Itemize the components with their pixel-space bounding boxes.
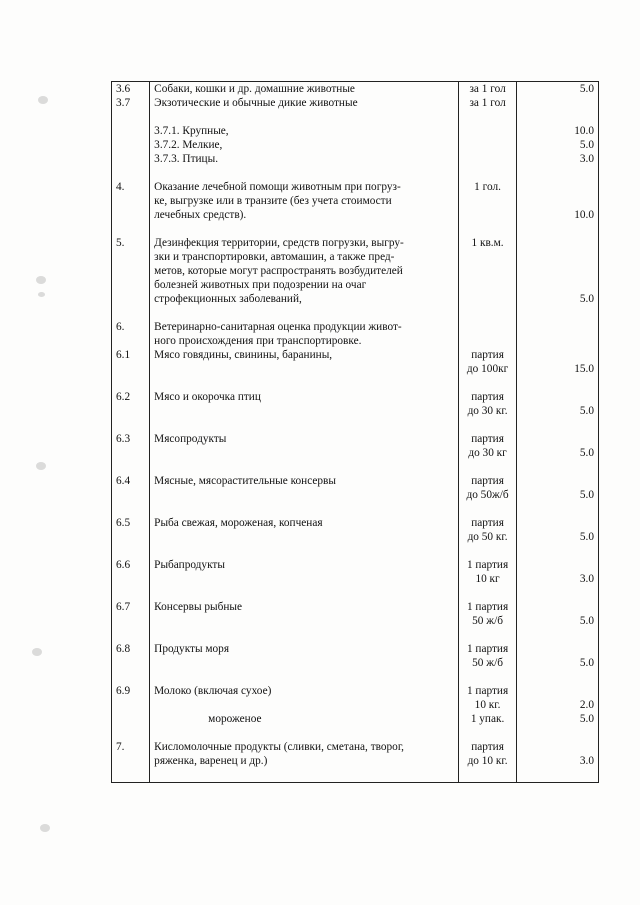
row-price: 5.0	[579, 615, 594, 627]
row-number: 6.1	[112, 348, 150, 376]
unit-line: 50 ж/б	[472, 615, 503, 627]
table-row	[112, 516, 599, 544]
row-unit: за 1 гол	[458, 96, 517, 110]
description-line: Кисломолочные продукты (сливки, сметана, творог,	[154, 741, 405, 753]
description-line: ного происхождения при транспортировке.	[154, 335, 362, 347]
description-line: зки и транспортировки, автомашин, а также пред-	[154, 251, 395, 263]
spacer-row	[112, 544, 599, 558]
unit-line: 10 кг.	[474, 699, 501, 711]
row-price: 3.0	[579, 755, 594, 767]
row-description	[150, 236, 459, 306]
unit-line: 1 партия	[466, 643, 509, 655]
spacer-row	[112, 460, 599, 474]
row-price: 5.0	[579, 447, 594, 459]
table-row	[112, 712, 599, 726]
unit-line: 1 партия	[466, 601, 509, 613]
table-row	[112, 348, 599, 376]
row-description	[150, 180, 459, 222]
row-description: Молоко (включая сухое)	[150, 684, 459, 712]
row-description: Продукты моря	[150, 642, 459, 670]
row-description: Рыба свежая, мороженая, копченая	[150, 516, 459, 544]
table-row	[112, 432, 599, 460]
row-number: 6.2	[112, 390, 150, 418]
row-price: 10.0	[574, 209, 594, 221]
row-description	[150, 320, 459, 348]
table-row	[112, 96, 599, 110]
table-row	[112, 600, 599, 628]
spacer-row	[112, 222, 599, 236]
description-line: лечебных средств).	[154, 209, 247, 221]
table-row	[112, 390, 599, 418]
row-unit	[458, 740, 517, 768]
description-line: Ветеринарно-санитарная оценка продукции живот-	[154, 321, 402, 333]
table-row	[112, 180, 599, 222]
row-number: 5.	[112, 236, 150, 306]
row-number: 4.	[112, 180, 150, 222]
table-row	[112, 558, 599, 586]
row-price: 15.0	[574, 363, 594, 375]
spacer-row	[112, 670, 599, 684]
scan-speck	[32, 648, 42, 656]
unit-line: 50 ж/б	[472, 657, 503, 669]
row-unit	[458, 558, 517, 586]
row-description: Мясные, мясорастительные консервы	[150, 474, 459, 502]
row-unit	[458, 642, 517, 670]
unit-line: партия	[471, 475, 504, 487]
unit-line: партия	[471, 433, 504, 445]
table-row	[112, 82, 599, 97]
description-line: Дезинфекция территории, средств погрузки, выгру-	[154, 237, 404, 249]
row-price: 5.0	[579, 83, 594, 95]
row-unit	[458, 474, 517, 502]
row-description: 3.7.3. Птицы.	[150, 152, 459, 166]
row-description: Мясопродукты	[150, 432, 459, 460]
table-row	[112, 474, 599, 502]
row-unit: 1 гол.	[458, 180, 517, 222]
table-row	[112, 152, 599, 166]
row-price: 5.0	[579, 489, 594, 501]
row-number: 3.6	[112, 82, 150, 97]
spacer-row	[112, 628, 599, 642]
description-line: ряженка, варенец и др.)	[154, 755, 268, 767]
spacer-row	[112, 726, 599, 740]
row-number: 6.3	[112, 432, 150, 460]
unit-line: 10 кг	[475, 573, 500, 585]
row-price: 5.0	[579, 293, 594, 305]
scan-speck	[36, 276, 46, 284]
tariff-table	[111, 81, 599, 783]
description-line: строфекционных заболеваний,	[154, 293, 302, 305]
spacer-row	[112, 586, 599, 600]
spacer-row	[112, 418, 599, 432]
unit-line: 1 партия	[466, 559, 509, 571]
unit-line: до 10 кг.	[467, 755, 508, 767]
row-description: Мясо и окорочка птиц	[150, 390, 459, 418]
unit-line: до 50ж/б	[466, 489, 509, 501]
row-unit: 1 упак.	[458, 712, 517, 726]
row-unit	[458, 600, 517, 628]
spacer-row	[112, 306, 599, 320]
scan-speck	[38, 292, 45, 297]
unit-line: до 100кг	[466, 363, 509, 375]
spacer-row	[112, 376, 599, 390]
unit-line: партия	[471, 391, 504, 403]
spacer-row	[112, 768, 599, 783]
row-description	[150, 740, 459, 768]
description-line: метов, которые могут распространять возбудителей	[154, 265, 403, 277]
table-row	[112, 236, 599, 306]
row-number: 6.8	[112, 642, 150, 670]
table-row	[112, 740, 599, 768]
unit-line: до 30 кг	[468, 447, 507, 459]
row-description: Мясо говядины, свинины, баранины,	[150, 348, 459, 376]
table-row	[112, 138, 599, 152]
row-number: 6.	[112, 320, 150, 348]
row-unit	[458, 684, 517, 712]
row-price: 3.0	[579, 153, 594, 165]
scan-speck	[40, 824, 50, 832]
row-description: Рыбапродукты	[150, 558, 459, 586]
row-number: 6.4	[112, 474, 150, 502]
row-number: 6.5	[112, 516, 150, 544]
table-row	[112, 320, 599, 348]
row-number: 6.7	[112, 600, 150, 628]
row-price: 3.0	[579, 573, 594, 585]
description-line: ке, выгрузке или в транзите (без учета стоимости	[154, 195, 392, 207]
row-description: Консервы рыбные	[150, 600, 459, 628]
row-unit	[458, 348, 517, 376]
spacer-row	[112, 502, 599, 516]
row-description: Собаки, кошки и др. домашние животные	[150, 82, 459, 97]
row-unit: за 1 гол	[458, 82, 517, 97]
row-number: 7.	[112, 740, 150, 768]
row-price: 2.0	[579, 699, 594, 711]
unit-line: партия	[471, 517, 504, 529]
unit-line: 1 партия	[466, 685, 509, 697]
row-price: 5.0	[579, 405, 594, 417]
row-price: 5.0	[579, 713, 594, 725]
row-unit	[458, 516, 517, 544]
row-price: 5.0	[579, 139, 594, 151]
table-row	[112, 684, 599, 712]
row-unit	[458, 390, 517, 418]
row-description: 3.7.1. Крупные,	[150, 124, 459, 138]
row-unit: 1 кв.м.	[458, 236, 517, 306]
row-number: 6.6	[112, 558, 150, 586]
description-line: болезней животных при подозрении на очаг	[154, 279, 367, 291]
description-line: Оказание лечебной помощи животным при погруз-	[154, 181, 401, 193]
spacer-row	[112, 110, 599, 124]
scan-speck	[36, 462, 46, 470]
unit-line: до 30 кг.	[467, 405, 508, 417]
row-number: 6.9	[112, 684, 150, 712]
unit-line: партия	[471, 741, 504, 753]
row-number: 3.7	[112, 96, 150, 110]
row-description: мороженое	[150, 712, 459, 726]
row-price: 10.0	[574, 125, 594, 137]
row-price: 5.0	[579, 531, 594, 543]
row-unit	[458, 432, 517, 460]
spacer-row	[112, 166, 599, 180]
table-row	[112, 124, 599, 138]
row-price: 5.0	[579, 657, 594, 669]
unit-line: партия	[471, 349, 504, 361]
row-description: 3.7.2. Мелкие,	[150, 138, 459, 152]
unit-line: до 50 кг.	[467, 531, 508, 543]
row-description: Экзотические и обычные дикие животные	[150, 96, 459, 110]
row-price	[517, 96, 599, 110]
scan-speck	[38, 96, 48, 104]
table-row	[112, 642, 599, 670]
